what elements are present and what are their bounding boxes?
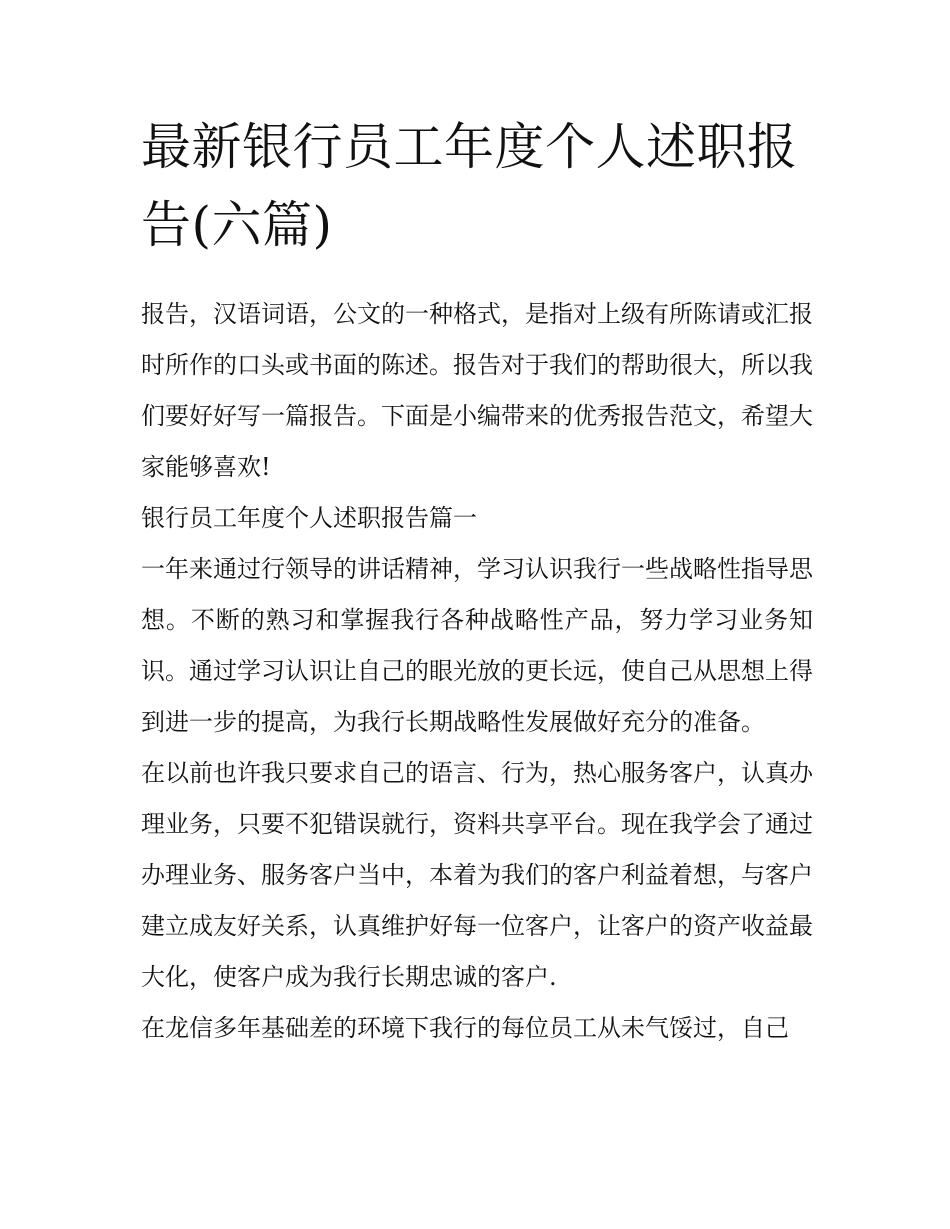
document-page — [141, 108, 813, 1054]
body-paragraph: 一年来通过行领导的讲话精神，学习认识我行一些战略性指导思想。不断的熟习和掌握我行各种战略性产品，努力学习业务知识。通过学习认识让自己的眼光放的更长远，使自己从思想上得到进一步的提高，为我行长期战略性发展做好充分的准备。 — [141, 555, 813, 736]
document-title: 最新银行员工年度个人述职报告(六篇) — [141, 118, 798, 254]
intro-paragraph: 报告，汉语词语，公文的一种格式，是指对上级有所陈请或汇报时所作的口头或书面的陈述。报告对于我们的帮助很大，所以我们要好好写一篇报告。下面是小编带来的优秀报告范文，希望大家能够喜欢! — [141, 300, 813, 481]
body-paragraph: 在以前也许我只要求自己的语言、行为，热心服务客户，认真办理业务，只要不犯错误就行，资料共享平台。现在我学会了通过办理业务、服务客户当中，本着为我们的客户利益着想，与客户建立成友好关系，认真维护好每一位客户，让客户的资产收益最大化，使客户成为我行长期忠诚的客户. — [141, 759, 813, 991]
document-body — [141, 289, 813, 1054]
section-heading: 银行员工年度个人述职报告篇一 — [141, 504, 477, 532]
body-paragraph: 在龙信多年基础差的环境下我行的每位员工从未气馁过，自己 — [141, 1014, 789, 1042]
